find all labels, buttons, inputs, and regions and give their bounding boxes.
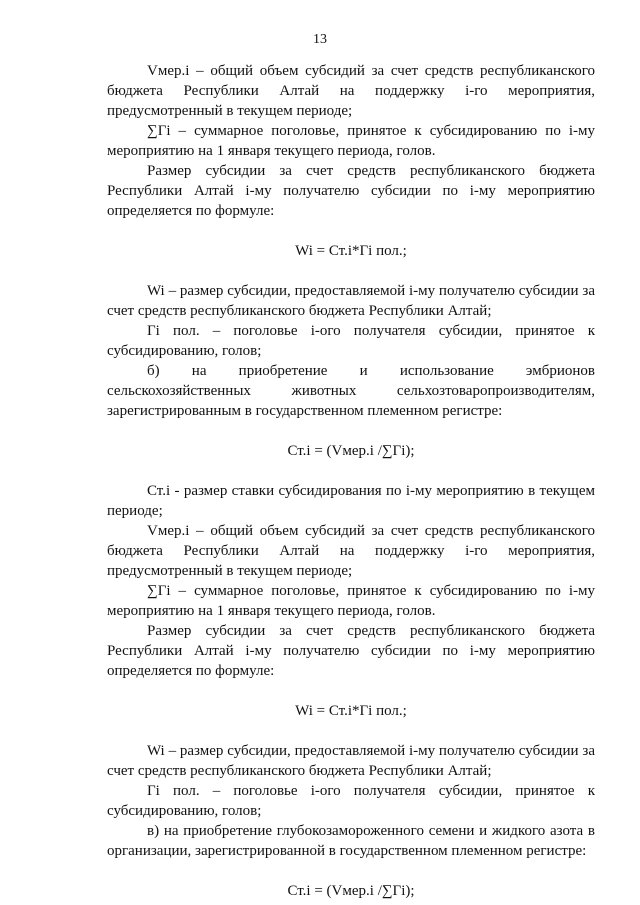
paragraph-sum-g-definition-2: ∑Гi – суммарное поголовье, принятое к субсидированию по i-му мероприятию на 1 января текущего периода, голов. [107, 583, 595, 619]
paragraph-size-intro: Размер субсидии за счет средств республиканского бюджета Республики Алтай i-му получателю субсидии по i-му мероприятию определяется по формуле: [107, 163, 595, 219]
document-body [107, 61, 595, 901]
paragraph-g-pol-definition: Гi пол. – поголовье i-ого получателя субсидии, принятое к субсидированию, голов; [107, 323, 595, 359]
page-number: 13 [313, 32, 327, 47]
formula-w-2: Wi = Ст.i*Гi пол.; [295, 703, 407, 719]
formula-w-1: Wi = Ст.i*Гi пол.; [295, 243, 407, 259]
paragraph-v-mer-definition-2: Vмер.i – общий объем субсидий за счет средств республиканского бюджета Республики Алтай на поддержку i-го мероприятия, предусмотренный в текущем периоде; [107, 523, 595, 579]
formula-st-1: Ст.i = (Vмер.i /∑Гi); [287, 443, 415, 459]
paragraph-w-definition-2: Wi – размер субсидии, предоставляемой i-му получателю субсидии за счет средств республиканского бюджета Республики Алтай; [107, 743, 595, 779]
paragraph-item-b: б) на приобретение и использование эмбрионов сельскохозяйственных животных сельхозтоваропроизводителям, зарегистрированным в государственном племенном регистре: [107, 363, 595, 419]
paragraph-w-definition: Wi – размер субсидии, предоставляемой i-му получателю субсидии за счет средств республиканского бюджета Республики Алтай; [107, 283, 595, 319]
paragraph-size-intro-2: Размер субсидии за счет средств республиканского бюджета Республики Алтай i-му получателю субсидии по i-му мероприятию определяется по формуле: [107, 623, 595, 679]
paragraph-sum-g-definition: ∑Гi – суммарное поголовье, принятое к субсидированию по i-му мероприятию на 1 января текущего периода, голов. [107, 123, 595, 159]
paragraph-g-pol-definition-2: Гi пол. – поголовье i-ого получателя субсидии, принятое к субсидированию, голов; [107, 783, 595, 819]
formula-st-2: Ст.i = (Vмер.i /∑Гi); [287, 883, 415, 899]
paragraph-item-v: в) на приобретение глубокозамороженного семени и жидкого азота в организации, зарегистрированной в государственном племенном регистре: [107, 823, 595, 859]
paragraph-st-definition: Ст.i - размер ставки субсидирования по i-му мероприятию в текущем периоде; [107, 483, 595, 519]
paragraph-v-mer-definition: Vмер.i – общий объем субсидий за счет средств республиканского бюджета Республики Алтай на поддержку i-го мероприятия, предусмотренный в текущем периоде; [107, 63, 595, 119]
